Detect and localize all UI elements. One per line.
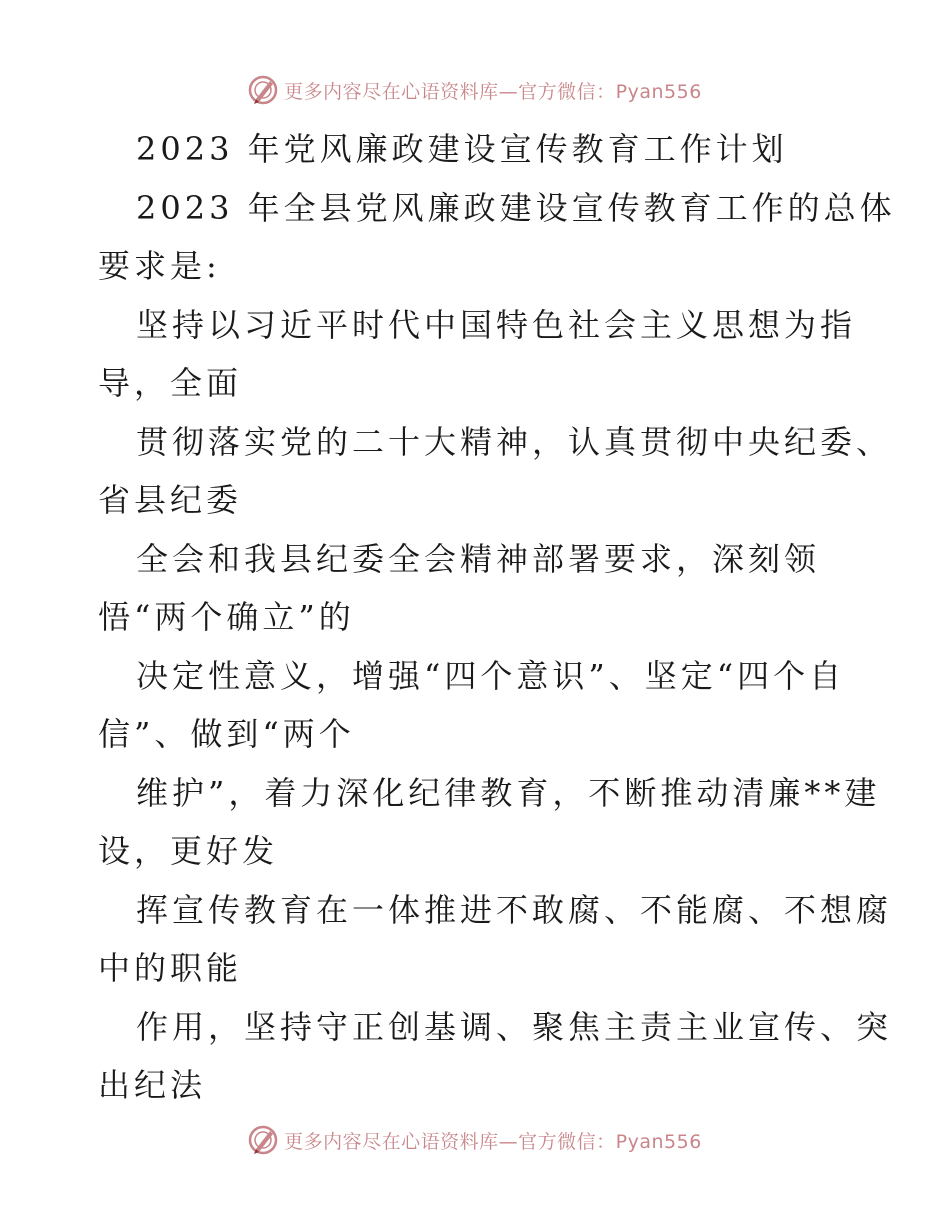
pen-circle-icon — [248, 1125, 278, 1155]
text-line: 出纪法 — [98, 1066, 207, 1104]
document-title: 2023 年党风廉政建设宣传教育工作计划 — [136, 130, 788, 168]
pen-circle-icon — [248, 75, 278, 105]
document-body — [98, 120, 896, 1115]
footer-banner — [0, 1120, 950, 1160]
text-line: 全会和我县纪委全会精神部署要求，深刻领 — [136, 539, 821, 578]
text-line: 挥宣传教育在一体推进不敢腐、不能腐、不想腐 — [136, 890, 893, 929]
header-banner — [0, 70, 950, 110]
text-line: 2023 年全县党风廉政建设宣传教育工作的总体 — [136, 188, 896, 227]
text-line: 中的职能 — [98, 949, 243, 987]
text-line: 省县纪委 — [98, 481, 243, 519]
banner-text: 更多内容尽在心语资料库—官方微信：Pyan556 — [284, 1130, 702, 1153]
text-line: 决定性意义，增强“四个意识”、坚定“四个自 — [136, 656, 846, 695]
banner-text: 更多内容尽在心语资料库—官方微信：Pyan556 — [284, 80, 702, 103]
text-line: 作用，坚持守正创基调、聚焦主责主业宣传、突 — [136, 1007, 893, 1046]
text-line: 设，更好发 — [98, 832, 279, 870]
text-line: 悟“两个确立”的 — [98, 598, 355, 636]
text-line: 信”、做到“两个 — [98, 715, 355, 753]
text-line: 维护”，着力深化纪律教育，不断推动清廉**建 — [136, 773, 881, 812]
text-line: 贯彻落实党的二十大精神，认真贯彻中央纪委、 — [136, 422, 893, 461]
text-line: 坚持以习近平时代中国特色社会主义思想为指 — [136, 305, 857, 344]
text-line: 导，全面 — [98, 364, 243, 402]
text-line: 要求是: — [98, 247, 221, 285]
